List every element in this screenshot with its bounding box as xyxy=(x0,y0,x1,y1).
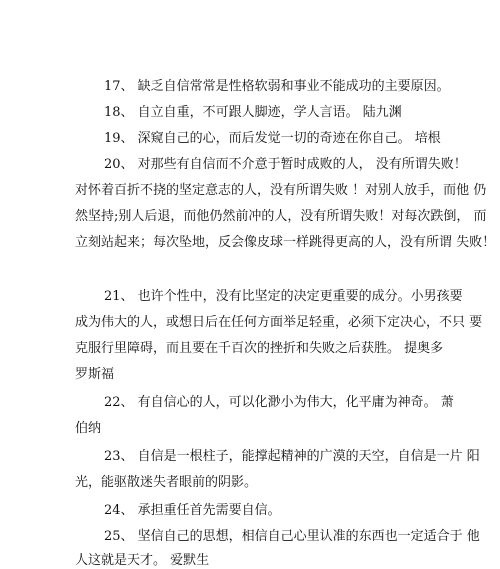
text-line-25-cont-1: 人这就是天才。 爱默生 xyxy=(75,553,210,568)
text-line-22-cont-1: 伯纳 xyxy=(75,421,102,436)
text-line-21-cont-3: 罗斯福 xyxy=(75,367,115,382)
text-line-25: 25、 坚信自己的思想，相信自己心里认准的东西也一定适合于 他 xyxy=(104,529,480,544)
text-line-23: 23、 自信是一根柱子，能撑起精神的广漠的天空，自信是一片 阳 xyxy=(104,449,480,464)
text-line-23-cont-1: 光，能驱散迷失者眼前的阴影。 xyxy=(75,475,258,490)
text-line-20-cont-3: 立刻站起来；每次坠地，反会像皮球一样跳得更高的人，没有所谓 失败！ xyxy=(75,235,496,250)
text-line-18: 18、 自立自重，不可跟人脚迹，学人言语。 陆九渊 xyxy=(104,105,402,120)
text-line-19: 19、 深窥自己的心，而后发觉一切的奇迹在你自己。 培根 xyxy=(104,131,441,146)
text-line-22: 22、 有自信心的人，可以化渺小为伟大，化平庸为神奇。 萧 xyxy=(104,395,454,410)
text-line-21: 21、 也许个性中，没有比坚定的决定更重要的成分。小男孩要 xyxy=(104,289,463,304)
text-line-24: 24、 承担重任首先需要自信。 xyxy=(104,503,281,518)
text-line-20-cont-1: 对怀着百折不挠的坚定意志的人，没有所谓失败 ！对别人放手，而他 仍 xyxy=(75,183,487,198)
text-line-21-cont-1: 成为伟大的人，或想日后在任何方面举足轻重，必须下定决心，不只 要 xyxy=(75,315,483,330)
text-line-21-cont-2: 克服行里障碍，而且要在千百次的挫折和失败之后获胜。 提奥多 xyxy=(75,341,444,356)
text-line-20-cont-2: 然坚持;别人后退，而他仍然前冲的人，没有所谓失败！对每次跌倒， 而 xyxy=(75,209,487,224)
text-line-17: 17、 缺乏自信常常是性格软弱和事业不能成功的主要原因。 xyxy=(104,79,450,94)
text-line-20: 20、 对那些有自信而不介意于暂时成败的人， 没有所谓失败！ xyxy=(104,157,467,172)
